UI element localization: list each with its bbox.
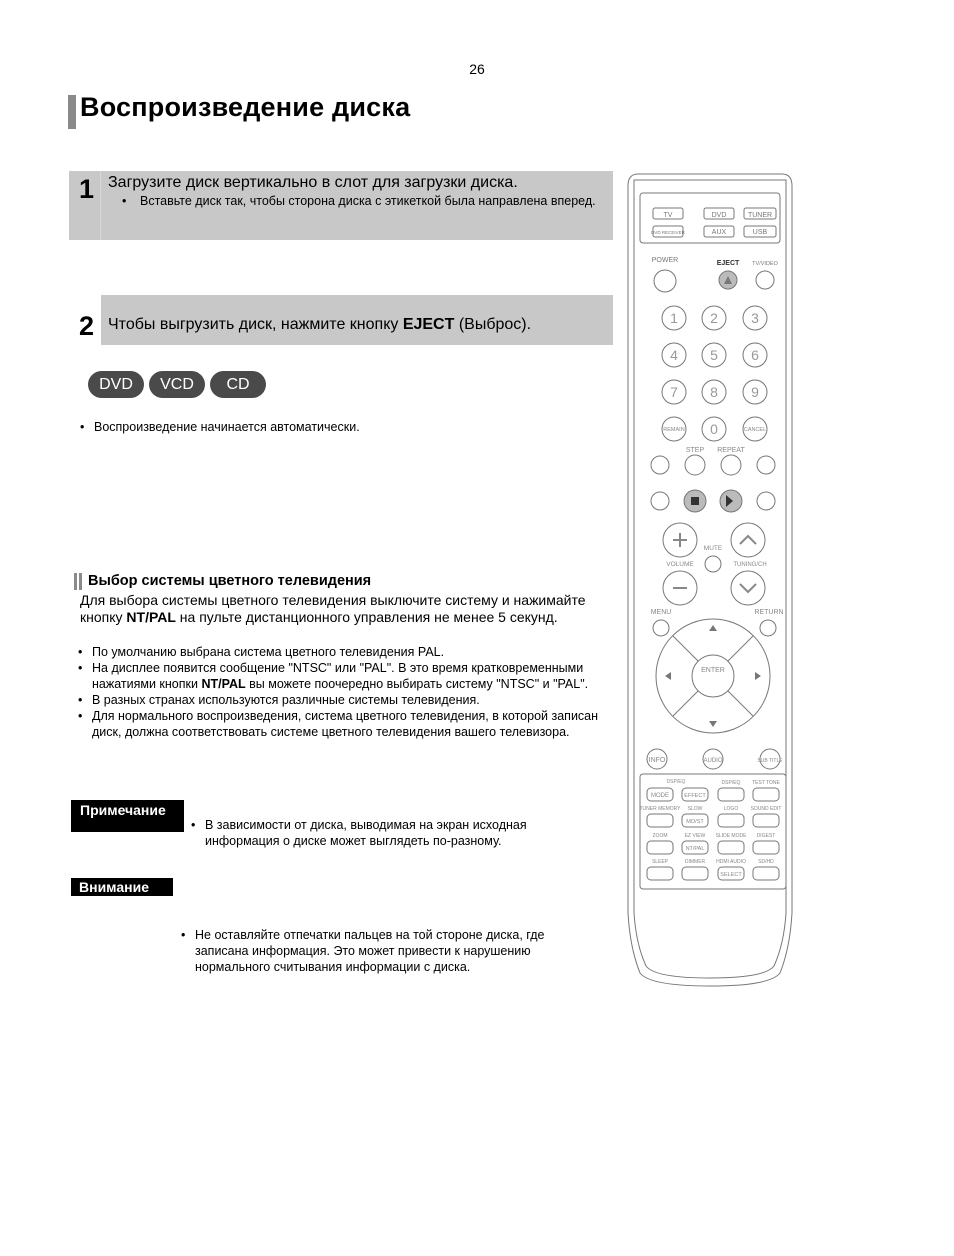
tv-system-body-suffix: на пульте дистанционного управления не менее 5 секунд. [175, 609, 558, 625]
remote-digit-1: 1 [670, 310, 678, 326]
step-2-instruction [108, 316, 531, 334]
step-1-subnote-text: Вставьте диск так, чтобы сторона диска с этикеткой была направлена вперед. [140, 194, 596, 208]
remote-grid-label: LOGO [723, 806, 739, 812]
bullet: • [122, 194, 127, 208]
remote-dvd-receiver-button: DVD RECEIVER [651, 230, 685, 235]
remote-mode-button: MODE [651, 793, 669, 799]
remote-grid-label: SLIDE MODE [715, 833, 747, 839]
badge-cd: CD [210, 371, 266, 398]
step-1-box [69, 171, 613, 240]
remote-audio-button: AUDIO [703, 758, 723, 764]
remote-ntpal-button: NT/PAL [685, 846, 705, 852]
list-item [78, 660, 608, 692]
step-1-number: 1 [79, 174, 95, 204]
step-1-instruction: Загрузите диск вертикально в слот для загрузки диска. [108, 174, 518, 191]
remote-control-svg [620, 168, 800, 988]
eject-keyword: EJECT [402, 316, 455, 333]
remote-control-illustration [620, 168, 800, 988]
remote-digit-5: 5 [710, 347, 718, 363]
step-2-number: 2 [79, 311, 95, 341]
remote-tvvideo-label: TV/VIDEO [752, 261, 778, 267]
remote-enter-label: ENTER [701, 667, 725, 674]
step-2-box [69, 295, 613, 345]
remote-repeat-label: REPEAT [717, 447, 745, 454]
list-item: • В разных странах используются различные системы телевидения. [78, 692, 608, 708]
remote-grid-label: SD/HD [758, 859, 774, 865]
note-label [71, 800, 184, 832]
remote-usb-button: USB [752, 229, 768, 236]
step-divider [100, 171, 101, 240]
auto-play-note: • Воспроизведение начинается автоматически. [80, 419, 954, 435]
warning-text: • Не оставляйте отпечатки пальцев на той стороне диска, где записана информация. Это может привести к нарушению нормального считывания информации с диска. [181, 927, 595, 975]
remote-effect-button: EFFECT [684, 793, 706, 799]
remote-grid-label: TEST TONE [752, 780, 780, 786]
warning-label-text: Внимание [79, 879, 149, 895]
title-accent-bar [68, 95, 76, 129]
remote-most-button: MO/ST [686, 819, 704, 825]
step-2-text-prefix: Чтобы выгрузить диск, нажмите кнопку [108, 316, 403, 333]
remote-grid-label: SLOW [687, 806, 703, 812]
remote-return-label: RETURN [754, 609, 784, 616]
remote-menu-label: MENU [650, 609, 672, 616]
tv-system-title: Выбор системы цветного телевидения [88, 573, 372, 589]
remote-volume-label: VOLUME [666, 561, 694, 568]
ntpal-keyword: NT/PAL [126, 609, 176, 625]
badge-vcd: VCD [149, 371, 205, 398]
remote-mute-label: MUTE [703, 545, 723, 552]
remote-digit-0: 0 [710, 421, 718, 437]
list-item: • По умолчанию выбрана система цветного телевидения PAL. [78, 644, 608, 660]
remote-grid-header: DSP/EQ [666, 779, 686, 785]
remote-grid-label: DIGEST [756, 833, 776, 839]
step-1-subnote [108, 194, 598, 209]
remote-digit-2: 2 [710, 310, 718, 326]
remote-dvd-button: DVD [711, 212, 727, 219]
list-item-suffix: вы можете поочередно выбирать систему "NTSC" и "PAL". [245, 677, 589, 691]
remote-digit-9: 9 [751, 384, 759, 400]
note-label-text: Примечание [80, 802, 166, 818]
remote-info-button: INFO [648, 757, 666, 764]
remote-eject-label: EJECT [716, 260, 740, 267]
remote-select-button: SELECT [720, 872, 742, 878]
remote-grid-label: EZ VIEW [684, 833, 706, 839]
ntpal-keyword: NT/PAL [201, 677, 246, 691]
remote-tv-button: TV [663, 212, 673, 219]
tv-system-body-prefix: Для выбора системы цветного телевидения выключите систему и нажимайте кнопку [80, 592, 586, 625]
page-number: 26 [469, 61, 485, 77]
step-2-number-cell [69, 295, 101, 345]
list-item: • Для нормального воспроизведения, система цветного телевидения, в которой записан диск, должна соответствовать системе цветного телевидения вашего телевизора. [78, 708, 608, 740]
remote-subtitle-button: SUB TITLE [757, 758, 783, 764]
tv-system-list [78, 644, 608, 740]
remote-digit-6: 6 [751, 347, 759, 363]
remote-grid-label: SOUND EDIT [750, 806, 782, 812]
remote-digit-7: 7 [670, 384, 678, 400]
remote-grid-label: DIMMER [684, 859, 706, 865]
warning-label [71, 878, 173, 896]
remote-grid-label: HDMI AUDIO [716, 859, 746, 865]
remote-digit-3: 3 [751, 310, 759, 326]
page-title: Воспроизведение диска [80, 92, 411, 122]
remote-digit-4: 4 [670, 347, 678, 363]
step-2-text-suffix: (Выброс). [454, 316, 532, 333]
badge-dvd: DVD [88, 371, 144, 398]
list-item-prefix: На дисплее появится сообщение "NTSC" или "PAL". В это время кратковременными нажатиями кнопки [92, 661, 584, 691]
note-text: • В зависимости от диска, выводимая на экран исходная информация о диске может выглядеть по-разному. [191, 817, 585, 849]
remote-tuner-button: TUNER [747, 212, 773, 219]
remote-step-label: STEP [685, 447, 705, 454]
remote-aux-button: AUX [711, 229, 727, 236]
tv-system-body [80, 592, 610, 626]
step-1-number-cell [69, 171, 101, 240]
remote-power-label: POWER [651, 257, 679, 264]
remote-cancel-label: CANCEL [743, 427, 767, 433]
remote-grid-label: SLEEP [651, 859, 669, 865]
remote-grid-label: ZOOM [652, 833, 668, 839]
remote-tuning-label: TUNING/CH [733, 562, 767, 568]
remote-remain-label: REMAIN [663, 427, 685, 433]
remote-grid-label: DSP/EQ [721, 780, 741, 786]
disc-type-badges [88, 371, 271, 398]
remote-digit-8: 8 [710, 384, 718, 400]
remote-grid-label: TUNER MEMORY [639, 806, 681, 812]
